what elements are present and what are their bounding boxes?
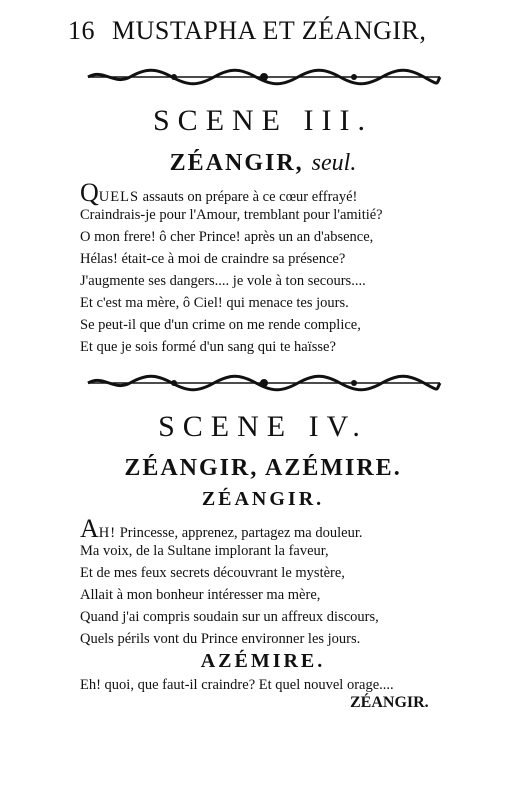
verse-line: O mon frere! ô cher Prince! après un an d'absence, xyxy=(80,229,374,245)
speaker-name: ZÉANGIR, xyxy=(169,150,304,176)
verse-line: J'augmente ses dangers.... je vole à ton secours.... xyxy=(80,273,366,289)
running-header xyxy=(68,16,468,52)
scene-4-heading: SCENE IV. xyxy=(158,410,368,443)
verse-line: Eh! quoi, que faut-il craindre? Et quel nouvel orage.... xyxy=(80,677,394,693)
scene-4-characters: ZÉANGIR, AZÉMIRE. xyxy=(124,455,402,481)
verse-line: Et c'est ma mère, ô Ciel! qui menace tes jours. xyxy=(80,295,349,311)
running-title: MUSTAPHA ET ZÉANGIR, xyxy=(112,16,427,45)
scene-3-verses xyxy=(80,178,460,358)
scene-4-speaker-2: AZÉMIRE. xyxy=(200,650,326,672)
drop-cap: A xyxy=(80,514,99,543)
scene-3-speaker xyxy=(0,150,526,177)
verse-line: Se peut-il que d'un crime on me rende complice, xyxy=(80,317,361,333)
verse-line: Hélas! était-ce à moi de craindre sa présence? xyxy=(80,251,346,267)
verse-line: Craindrais-je pour l'Amour, tremblant pour l'amitié? xyxy=(80,207,383,223)
verse-line: AH! Princesse, apprenez, partagez ma douleur. xyxy=(80,514,363,543)
verse-line: Et que je sois formé d'un sang qui te haïsse? xyxy=(80,339,336,355)
catchword: ZÉANGIR. xyxy=(350,694,429,711)
verse-line: Quand j'ai compris soudain sur un affreux discours, xyxy=(80,609,379,625)
verse-line: QUELS assauts on prépare à ce cœur effrayé! xyxy=(80,178,358,207)
verse-line: Ma voix, de la Sultane implorant la faveur, xyxy=(80,543,329,559)
verse-line: Et de mes feux secrets découvrant le mystère, xyxy=(80,565,345,581)
verse-line: Quels périls vont du Prince environner les jours. xyxy=(80,631,361,647)
page-number: 16 xyxy=(68,16,95,45)
scene-3-heading: SCENE III. xyxy=(153,104,373,137)
stage-direction: seul. xyxy=(311,150,357,176)
scene-4-verses xyxy=(80,514,460,650)
scene-4-reply xyxy=(80,674,460,696)
ornament-rule-top xyxy=(84,66,444,88)
verse-line: Allait à mon bonheur intéresser ma mère, xyxy=(80,587,321,603)
drop-cap: Q xyxy=(80,178,99,207)
scene-4-speaker-1: ZÉANGIR. xyxy=(201,488,325,510)
ornament-rule-middle xyxy=(84,372,444,394)
